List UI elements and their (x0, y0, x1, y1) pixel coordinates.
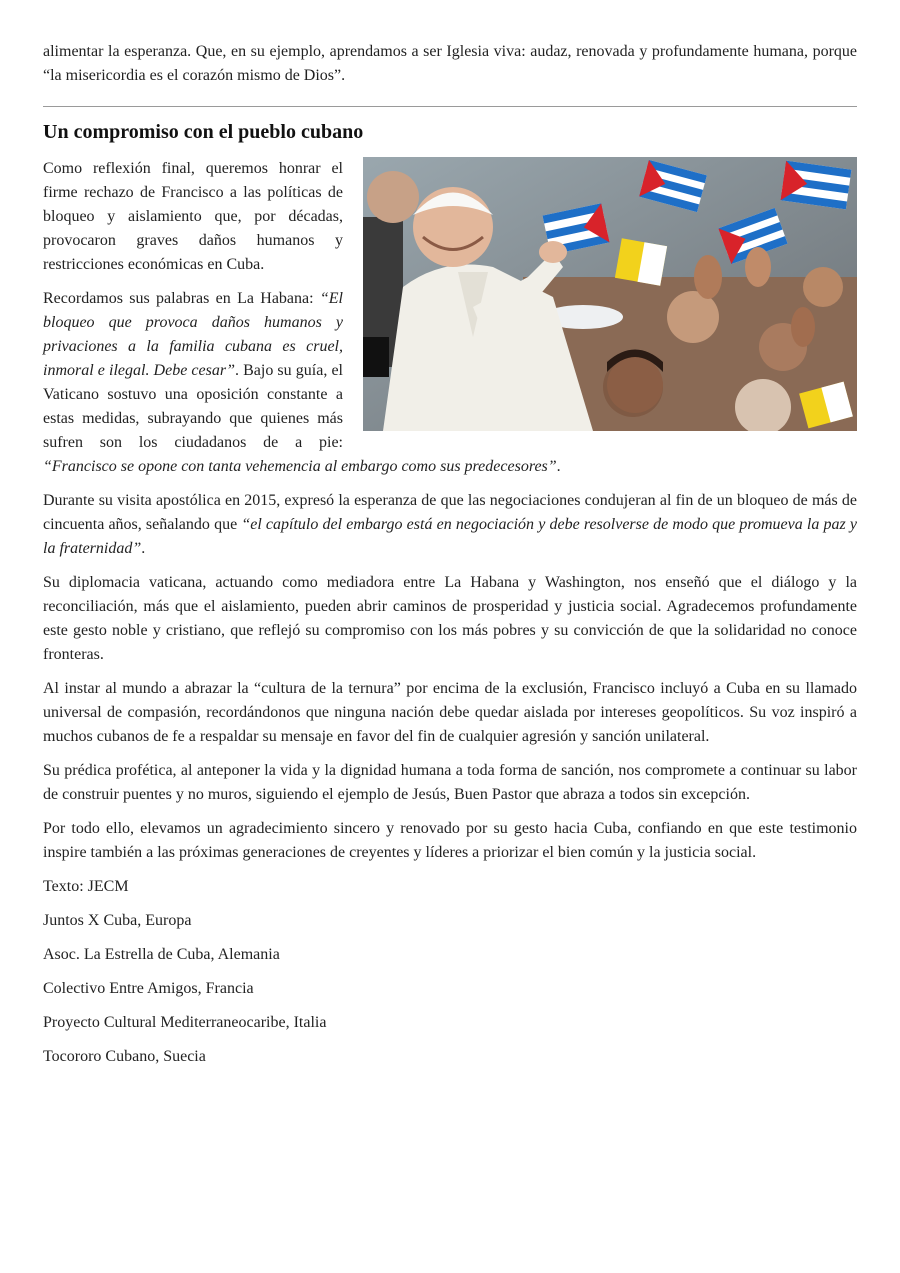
signature-line: Tocororo Cubano, Suecia (43, 1048, 206, 1065)
quote-francisco-embargo: “Francisco se opone con tanta vehemencia al embargo como sus predecesores” (43, 458, 557, 475)
paragraph-3-text-a: Durante su visita apostólica en 2015, expresó la esperanza de que las negociaciones condujeran al fin de un bloqueo de más de cincuenta años, señalando que (43, 492, 857, 533)
article-body (43, 157, 857, 1069)
paragraph-5: Al instar al mundo a abrazar la “cultura de la ternura” por encima de la exclusión, Francisco incluyó a Cuba en su llamado universal de compasión, recordándonos que ninguna nación debe quedar aislada por intereses geopolíticos. Su voz inspiró a muchos cubanos de fe a respaldar su mensaje en favor del fin de cualquier agresión y sanción unilateral. (43, 680, 857, 745)
article-page (43, 40, 857, 1079)
paragraph-3 (43, 489, 857, 561)
signature-line: Colectivo Entre Amigos, Francia (43, 980, 254, 997)
paragraph-2-text-b: . Bajo su guía, el Vaticano sostuvo una oposición constante a estas medidas, subrayando que quienes más sufren son los ciudadanos de a pie: (43, 362, 343, 451)
paragraph-3-text-b: . (141, 540, 146, 557)
paragraph-2-text-c: . (556, 458, 561, 475)
pope-photo (363, 157, 857, 431)
signature-line: Juntos X Cuba, Europa (43, 912, 192, 929)
quote-blockade: “El bloqueo que provoca daños humanos y privaciones a la familia cubana es cruel, inmoral e ilegal. Debe cesar” (43, 290, 343, 379)
signature-line: Texto: JECM (43, 878, 129, 895)
intro-paragraph: alimentar la esperanza. Que, en su ejemplo, aprendamos a ser Iglesia viva: audaz, renovada y profundamente humana, porque “la misericordia es el corazón mismo de Dios”. (43, 43, 857, 84)
signature-line: Asoc. La Estrella de Cuba, Alemania (43, 946, 280, 963)
section-divider (43, 106, 857, 107)
photo-pope-crowd-cuban-flags-icon (363, 157, 857, 431)
paragraph-6: Su prédica profética, al anteponer la vida y la dignidad humana a toda forma de sanción, nos compromete a continuar su labor de construir puentes y no muros, siguiendo el ejemplo de Jesús, Buen Pastor que abraza a todos sin excepción. (43, 762, 857, 803)
signature-line: Proyecto Cultural Mediterraneocaribe, Italia (43, 1014, 327, 1031)
section-title: Un compromiso con el pueblo cubano (43, 121, 364, 143)
paragraph-1: Como reflexión final, queremos honrar el firme rechazo de Francisco a las políticas de bloqueo y aislamiento que, por décadas, provocaron graves daños humanos y restricciones económicas en Cuba. (43, 160, 343, 273)
quote-embargo-chapter: “el capítulo del embargo está en negociación y debe resolverse de modo que promueva la paz y la fraternidad” (43, 516, 857, 557)
paragraph-2-text-a: Recordamos sus palabras en La Habana: (43, 290, 320, 307)
paragraph-7: Por todo ello, elevamos un agradecimiento sincero y renovado por su gesto hacia Cuba, confiando en que este testimonio inspire también a las próximas generaciones de creyentes y líderes a priorizar el bien común y la justicia social. (43, 820, 857, 861)
paragraph-4: Su diplomacia vaticana, actuando como mediadora entre La Habana y Washington, nos enseñó que el diálogo y la reconciliación, más que el aislamiento, pueden abrir caminos de prosperidad y justicia social. Agradecemos profundamente este gesto noble y cristiano, que reflejó su compromiso con los más pobres y su convicción de que la solidaridad no conoce fronteras. (43, 574, 857, 663)
